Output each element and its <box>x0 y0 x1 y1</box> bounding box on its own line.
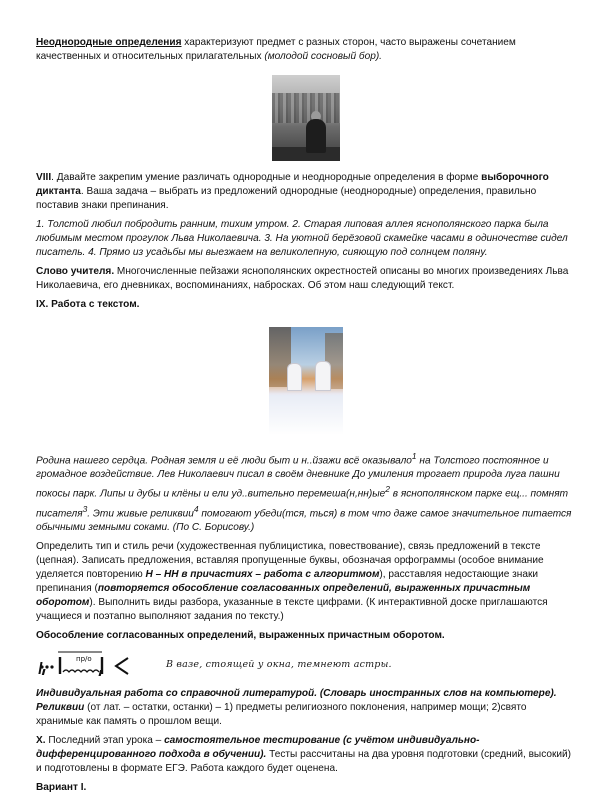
relics-term: Реликвии <box>36 702 85 714</box>
paragraph-final-stage: X. Последний этап урока – самостоятельное тестирование (с учётом индивидуально-дифференцированного подхода в обучении). Тесты рассчитаны на два уровня подготовки (средний, высокий) и подготовлены в формате ЕГЭ. Работа каждого будет оценена. <box>36 735 572 775</box>
algorithm-note: Н – НН в причастиях – работа с алгоритмом <box>145 569 380 581</box>
scheme-diagram <box>36 648 156 678</box>
definition-text: характеризуют предмет с разных сторон, часто выражены сочетанием качественных и относительных прилагательных <box>36 37 516 62</box>
section-number-x: X. <box>36 735 46 747</box>
punctuation-scheme <box>36 647 576 679</box>
heading-ix: IX. Работа с текстом. <box>36 299 140 310</box>
paragraph-heterogeneous-definitions <box>36 36 576 64</box>
paragraph-teacher-word: Слово учителя. Многочисленные пейзажи яснополянских окрестностей описаны во многих произведениях Льва Николаевича, его дневниках, воспоминаниях, набросках. Об этом наш следующий текст. <box>36 266 569 291</box>
photo-block-2 <box>36 317 576 449</box>
selective-dictation-term: выборочного диктанта <box>36 172 549 197</box>
paragraph-task-viii: VIII. Давайте закрепим умение различать однородные и неоднородные определения в форме выборочного диктанта. Ваша задача – выбрать из предложений однородные (неоднородные) определения, правильно поставив знаки препинания. <box>36 172 549 211</box>
estate-gate-photo <box>269 327 343 435</box>
term-heterogeneous: Неоднородные определения <box>36 37 182 48</box>
paragraph-reference-work: Индивидуальная работа со справочной литературой. (Словарь иностранных слов на компьютере). Реликвии (от лат. – остатки, останки) – 1) предметы религиозного поклонения, например мощи; 2)свято хранимые как память о прошлом вещи. <box>36 688 557 728</box>
paragraph-homeland-text: Родина нашего сердца. Родная земля и её люди быт и н..йзажи всё оказывало$^1$ на Толстого постоянное и громадное воздействие. Лев Николаевич писал в своём дневнике До умиления трогает природа луга пашни покосы парк. Липы и дубы и клёны и ели уд..вительно $перемеша(н,нн)ые^2$ в яснополянском парке ещ... помнят писателя$^3$. Эти живые реликвии$^4$ помогают убеди(тся, ться) в том что даже самое значительное питается обычными земными соками. (По С. Борисову.) <box>36 451 572 534</box>
heading-variant-1: Вариант I. <box>36 782 87 794</box>
section-number-viii: VIII <box>36 172 52 183</box>
handwritten-example: В вазе, стоящей у окна, темнеют астры. <box>166 659 392 671</box>
teacher-word-label: Слово учителя. <box>36 266 115 277</box>
paragraph-dictation-sentences: 1. Толстой любил побродить ранним, тихим утром. 2. Старая липовая аллея яснополянского парка была любимым местом прогулок Льва Николаевича. 3. На уютной берёзовой скамейке часами в одиночестве сидел писатель. 4. Прямо из усадьбы мы выезжаем на великолепную, сияющую под солнцем поляну. <box>36 219 568 258</box>
document-page <box>36 36 576 795</box>
example-text: (молодой сосновый бор). <box>264 51 382 62</box>
scheme-label: пр/о <box>76 655 92 664</box>
paragraph-text-analysis-task: Определить тип и стиль речи (художественная публицистика, повествование), связь предложений в тексте (цепная). Записать предложения, вставляя пропущенные буквы, обозначая орфограммы (особое внимание уделяется повторению Н – НН в причастиях – работа с алгоритмом), расставляя недостающие знаки препинания (повторяется обособление согласованных определений, выраженных причастным оборотом). Выполнить виды разбора, указанные в тексте цифрами. (К интерактивной доске приглашаются учащиеся и поэтапно выполняют задания по тексту.) <box>36 541 548 623</box>
heading-participial-isolation: Обособление согласованных определений, выраженных причастным оборотом. <box>36 630 445 642</box>
testing-note: самостоятельное тестирование (с учётом индивидуально-дифференцированного подхода в обучении). <box>36 735 480 761</box>
individual-work-note: Индивидуальная работа со справочной литературой. (Словарь иностранных слов на компьютере). <box>36 688 557 700</box>
participial-phrase-note: повторяется обособление согласованных определений, выраженных причастным оборотом <box>36 583 531 609</box>
photo-block-1 <box>36 69 576 171</box>
tolstoy-photo <box>272 75 340 161</box>
